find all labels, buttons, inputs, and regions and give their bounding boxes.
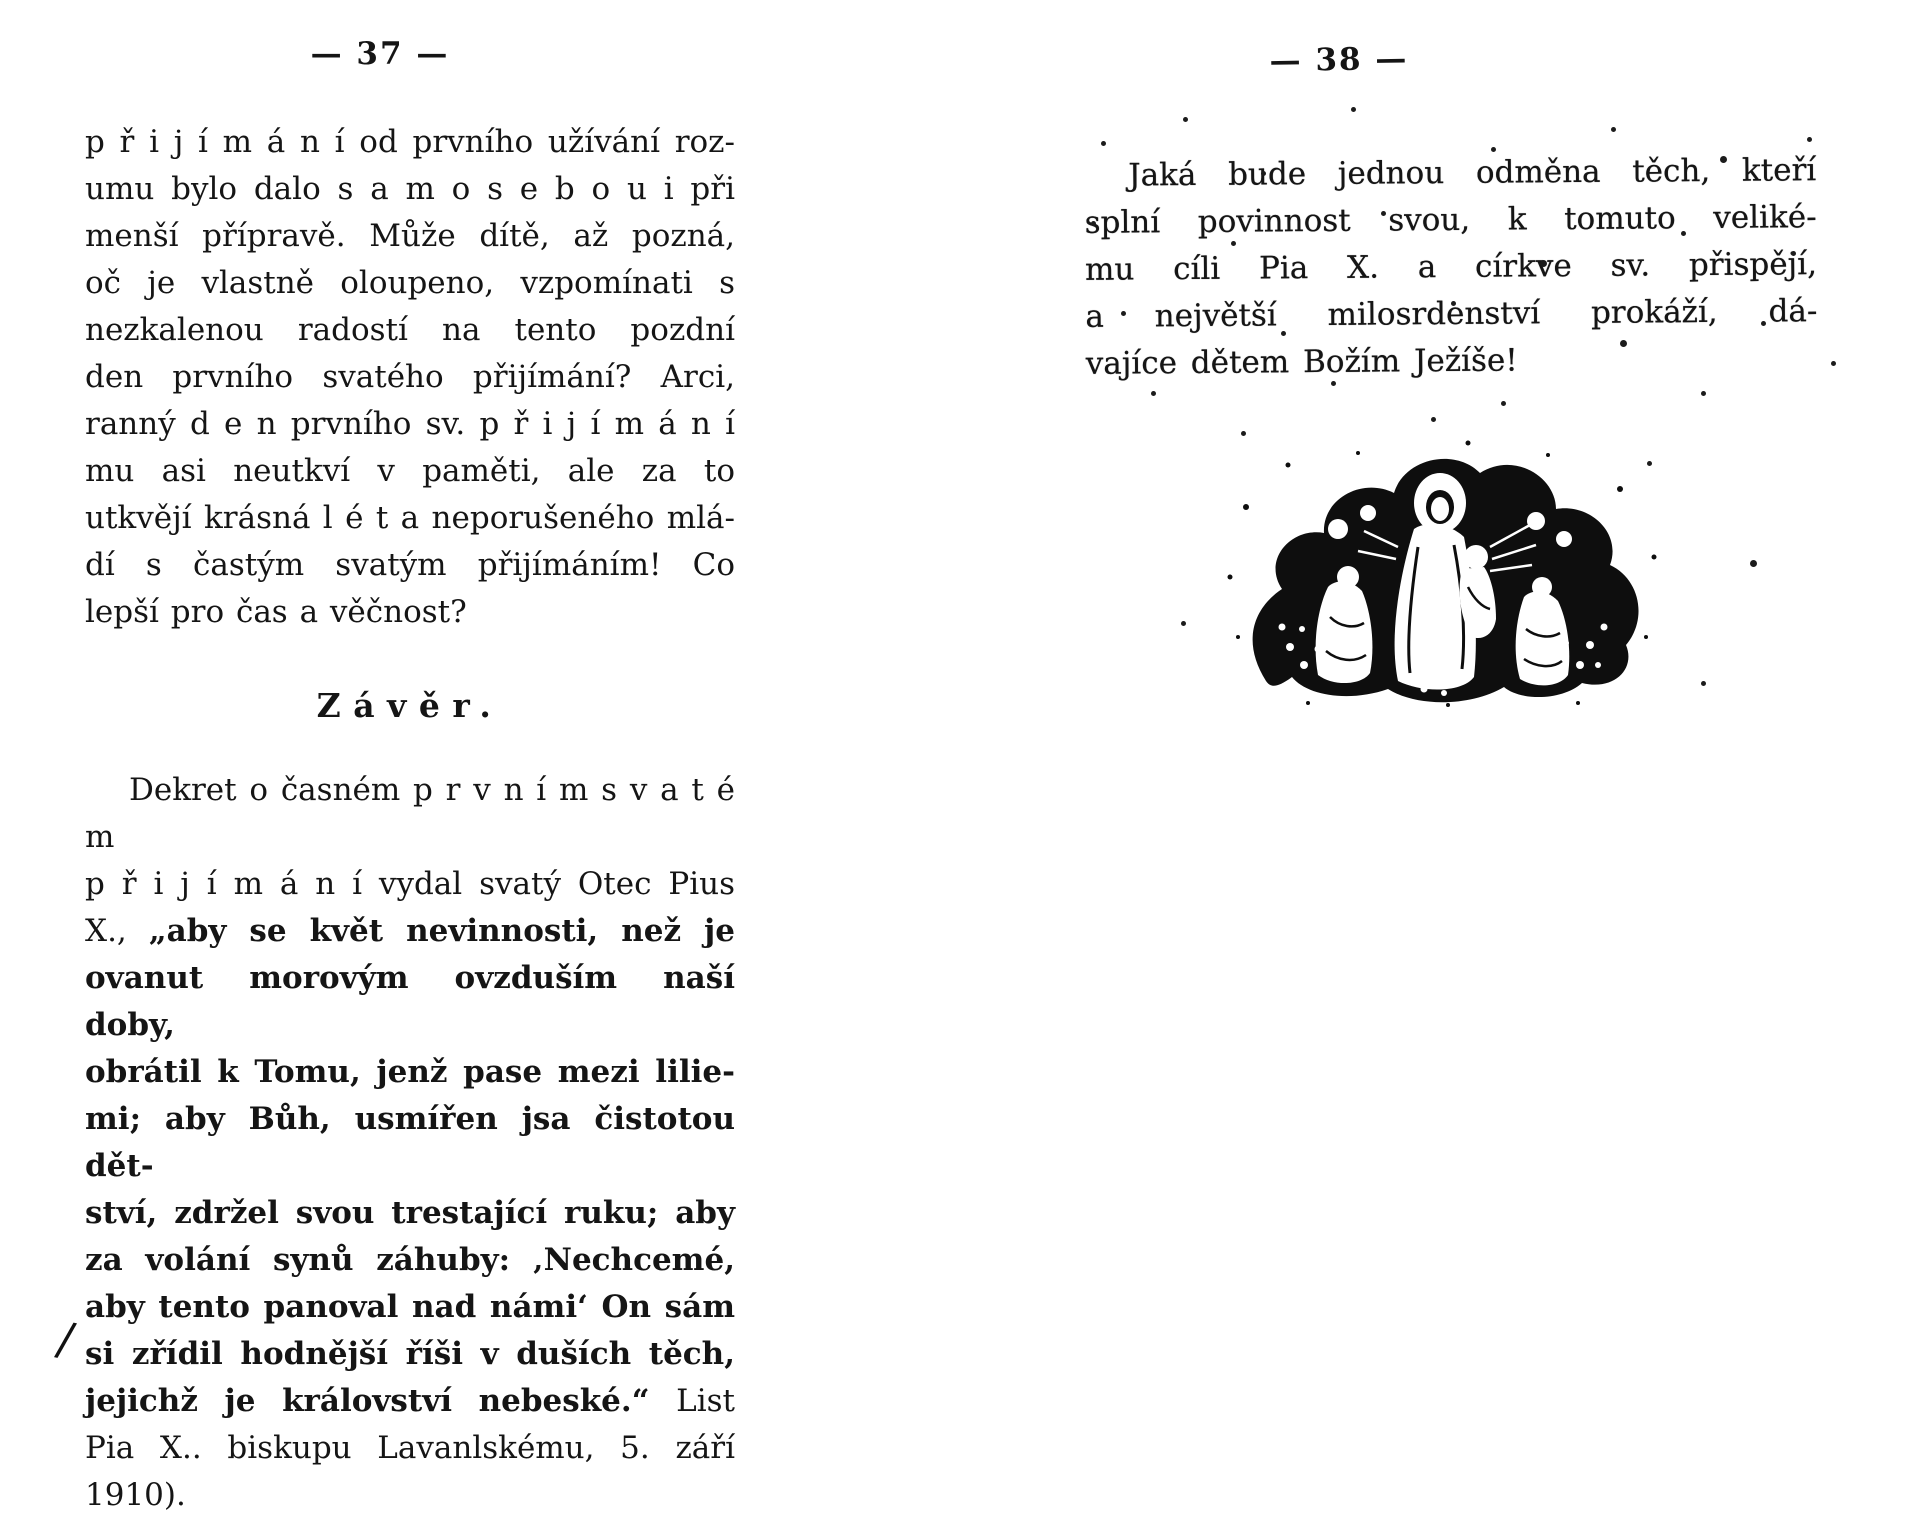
scan-noise-specks bbox=[0, 0, 3, 3]
left-page bbox=[85, 36, 735, 1519]
text-line bbox=[1085, 288, 1817, 341]
bold-text-segment: mi; aby Bůh, usmířen jsa čistotou dět- bbox=[85, 1101, 735, 1184]
text-line bbox=[85, 955, 735, 1049]
text-line bbox=[85, 119, 735, 166]
text-line bbox=[85, 1378, 735, 1425]
right-paragraph-1 bbox=[1084, 147, 1818, 388]
right-page bbox=[1085, 42, 1817, 385]
left-paragraph-2 bbox=[85, 767, 735, 1519]
handwritten-margin-mark: / bbox=[52, 1310, 79, 1368]
text-line bbox=[85, 861, 735, 908]
text-line bbox=[1086, 335, 1818, 388]
left-page-number: — 37 — bbox=[310, 36, 450, 72]
text-segment: lepší pro čas a věčnost? bbox=[85, 594, 467, 630]
text-line bbox=[85, 542, 735, 589]
text-line bbox=[85, 448, 735, 495]
text-segment: dí s častým svatým přijímáním! Co bbox=[85, 547, 735, 583]
text-line bbox=[1084, 147, 1816, 200]
text-line bbox=[85, 401, 735, 448]
text-line bbox=[85, 1049, 735, 1096]
text-line bbox=[85, 1237, 735, 1284]
bold-text-segment: ství, zdržel svou trestající ruku; aby bbox=[85, 1195, 735, 1231]
madonna-woodcut-illustration bbox=[1218, 437, 1670, 709]
text-segment: mu asi neutkví v paměti, ale za to bbox=[85, 453, 735, 489]
text-segment: X., bbox=[85, 913, 149, 949]
text-line bbox=[85, 908, 735, 955]
text-line bbox=[85, 1331, 735, 1378]
text-segment: menší přípravě. Může dítě, až pozná, bbox=[85, 218, 735, 254]
text-segment: mu cíli Pia X. a církve sv. přispějí, bbox=[1084, 246, 1818, 288]
text-segment: nezkalenou radostí na tento pozdní bbox=[85, 312, 735, 348]
text-segment: Jaká bude jednou odměna těch, kteří bbox=[1128, 152, 1817, 194]
text-line bbox=[85, 1472, 735, 1519]
text-line bbox=[85, 589, 735, 636]
text-line bbox=[1084, 194, 1816, 247]
bold-text-segment: si zřídil hodnější říši v duších těch, bbox=[85, 1336, 735, 1372]
bold-text-segment: za volání synů záhuby: ‚Nechcemé, bbox=[85, 1242, 735, 1278]
text-segment: p ř i j í m á n í od prvního užívání roz- bbox=[85, 124, 735, 160]
left-paragraph-1 bbox=[85, 119, 735, 636]
text-segment: Dekret o časném p r v n í m s v a t é m bbox=[85, 772, 735, 855]
woodcut-svg bbox=[1218, 437, 1670, 709]
text-line bbox=[85, 166, 735, 213]
right-page-number: — 38 — bbox=[1269, 40, 1409, 80]
text-segment: utkvějí krásná l é t a neporušeného mlá- bbox=[85, 500, 735, 536]
text-segment: umu bylo dalo s a m o s e b o u i při bbox=[85, 171, 735, 207]
text-line bbox=[85, 767, 735, 861]
text-segment: List bbox=[676, 1383, 735, 1419]
text-segment: vajíce dětem Božím Ježíše! bbox=[1085, 342, 1518, 382]
bold-text-segment: „aby se květ nevinnosti, než je bbox=[148, 913, 735, 949]
text-segment: p ř i j í m á n í vydal svatý Otec Pius bbox=[85, 866, 735, 902]
text-segment: Pia X.. biskupu Lavanlskému, 5. září bbox=[85, 1430, 735, 1466]
text-line bbox=[85, 1096, 735, 1190]
text-segment: splní povinnost svou, k tomuto veliké- bbox=[1084, 199, 1817, 241]
text-line bbox=[85, 260, 735, 307]
bold-text-segment: obrátil k Tomu, jenž pase mezi lilie- bbox=[85, 1054, 735, 1090]
text-segment: oč je vlastně oloupeno, vzpomínati s bbox=[85, 265, 735, 301]
bold-text-segment: jejichž je království nebeské.“ bbox=[85, 1383, 677, 1419]
text-segment: 1910). bbox=[85, 1477, 186, 1513]
text-line bbox=[85, 1425, 735, 1472]
text-line bbox=[1085, 241, 1817, 294]
text-segment: ranný d e n prvního sv. p ř i j í m á n í bbox=[85, 406, 735, 442]
text-segment: a největší milosrdenství prokáží, dá- bbox=[1085, 293, 1818, 335]
bold-text-segment: ovanut morovým ovzduším naší doby, bbox=[85, 960, 735, 1043]
section-heading: Závěr. bbox=[316, 686, 504, 725]
text-line bbox=[85, 213, 735, 260]
text-segment: den prvního svatého přijímání? Arci, bbox=[85, 359, 735, 395]
text-line bbox=[85, 1190, 735, 1237]
text-line bbox=[85, 354, 735, 401]
text-line bbox=[85, 495, 735, 542]
bold-text-segment: aby tento panoval nad námi‘ On sám bbox=[85, 1289, 735, 1325]
text-line bbox=[85, 307, 735, 354]
text-line bbox=[85, 1284, 735, 1331]
